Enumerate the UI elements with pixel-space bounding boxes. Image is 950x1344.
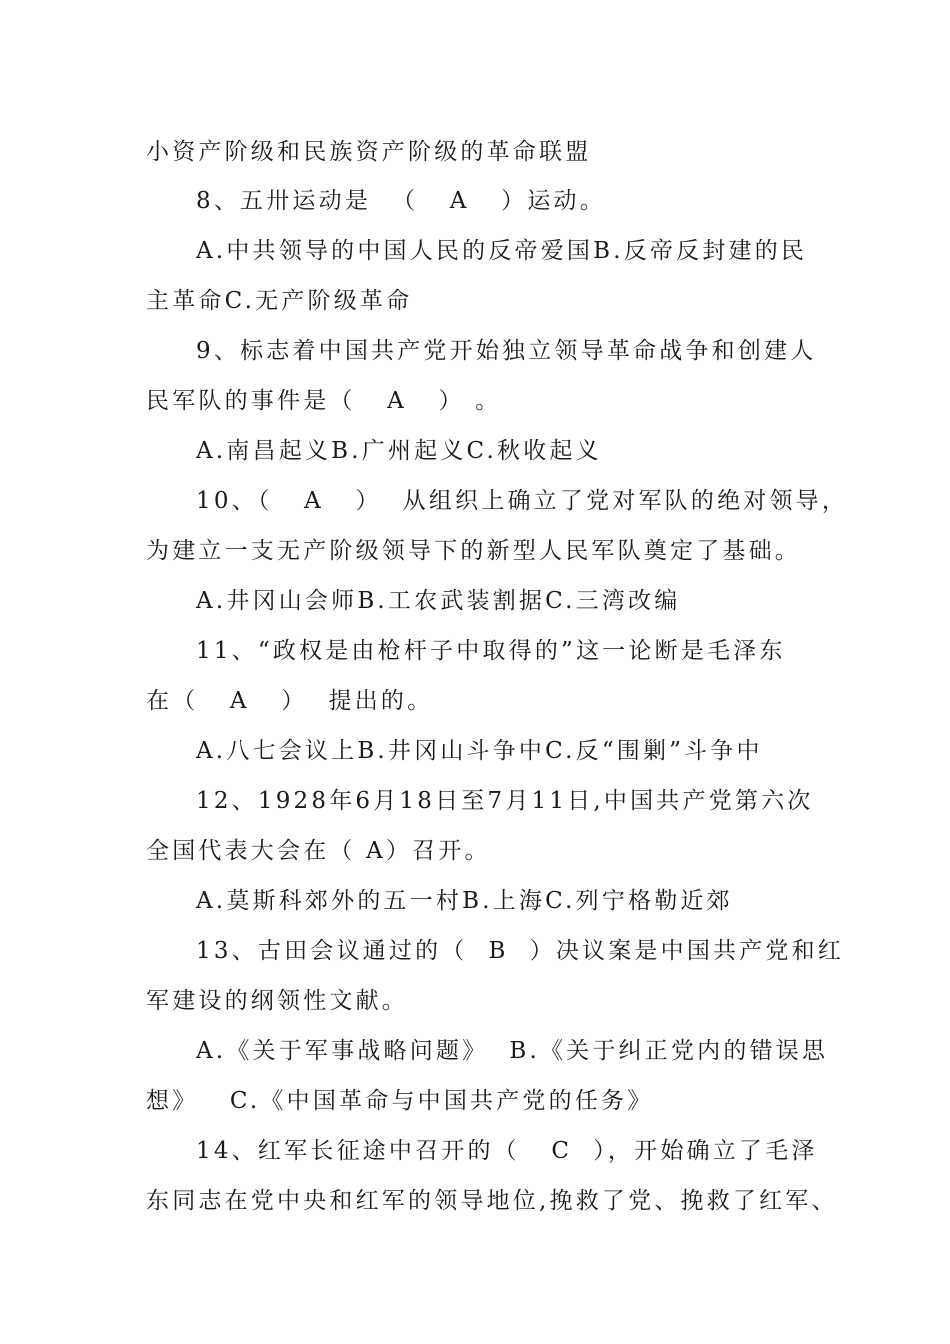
text-line: 小资产阶级和民族资产阶级的革命联盟 [146,139,592,165]
options-8: A.中共领导的中国人民的反帝爱国B.反帝反封建的民 [196,238,808,264]
question-13: 13、古田会议通过的（ B ）决议案是中国共产党和红 [196,938,845,964]
question-9: 9、标志着中国共产党开始独立领导革命战争和创建人 [196,338,817,364]
options-12: A.莫斯科郊外的五一村B.上海C.列宁格勒近郊 [196,888,733,914]
question-11-continued: 在（ A ） 提出的。 [146,688,434,714]
question-13-continued: 军建设的纲领性文献。 [146,988,408,1014]
options-10: A.井冈山会师B.工农武装割据C.三湾改编 [196,588,681,614]
question-11: 11、“政权是由枪杆子中取得的”这一论断是毛泽东 [196,638,786,664]
question-8: 8、五卅运动是 （ A ）运动。 [196,188,606,214]
options-13: A.《关于军事战略问题》 B.《关于纠正党内的错误思 [196,1038,829,1064]
options-9: A.南昌起义B.广州起义C.秋收起义 [196,438,602,464]
question-14-continued: 东同志在党中央和红军的领导地位,挽救了党、挽救了红军、 [146,1188,838,1214]
question-12-continued: 全国代表大会在（ A）召开。 [146,838,491,864]
question-9-continued: 民军队的事件是（ A ） 。 [146,388,502,414]
question-12: 12、1928年6月18日至7月11日,中国共产党第六次 [196,788,814,814]
options-8-continued: 主革命C.无产阶级革命 [146,288,413,314]
options-11: A.八七会议上B.井冈山斗争中C.反“围剿”斗争中 [196,738,763,764]
question-14: 14、红军长征途中召开的（ C ），开始确立了毛泽 [196,1138,818,1164]
options-13-continued: 想》 C.《中国革命与中国共产党的任务》 [146,1088,654,1114]
question-10: 10、（ A ） 从组织上确立了党对军队的绝对领导， [196,488,849,514]
question-10-continued: 为建立一支无产阶级领导下的新型人民军队奠定了基础。 [146,538,801,564]
